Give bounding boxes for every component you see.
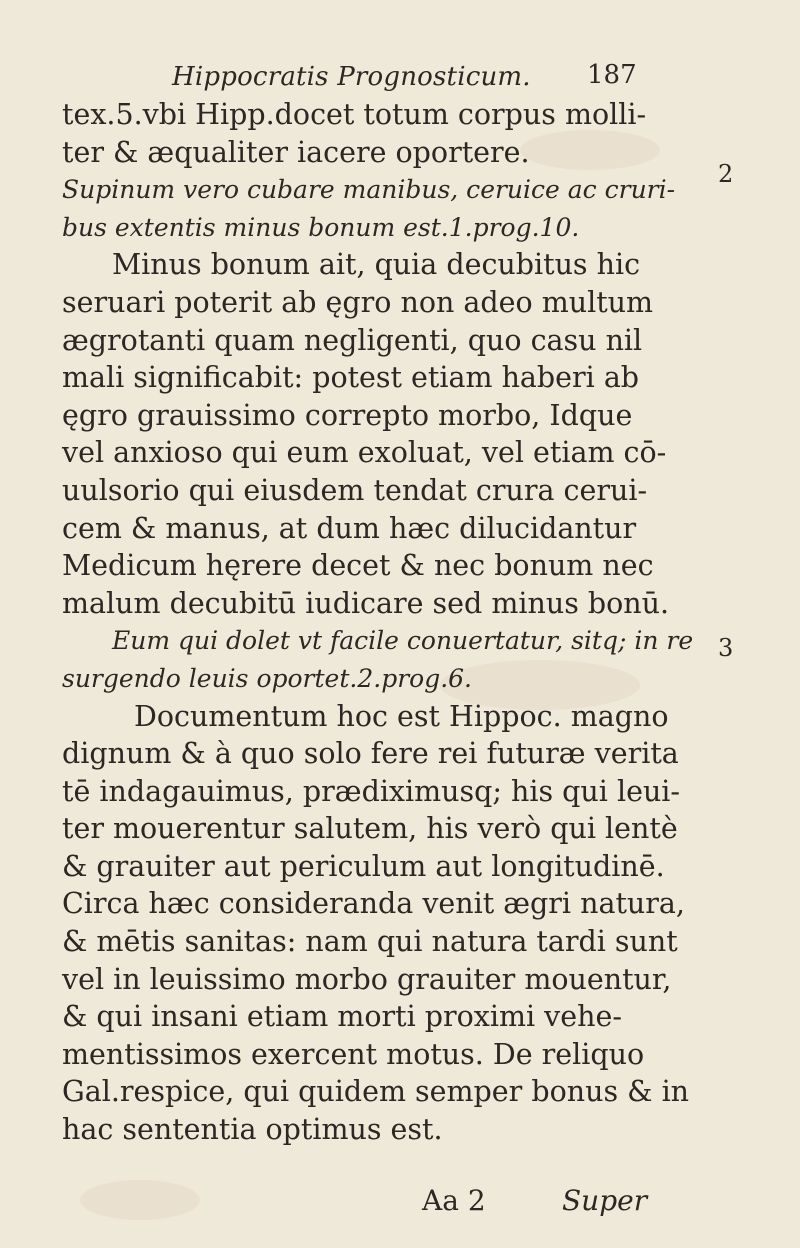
margin-note: 3 <box>718 634 734 662</box>
text-line: tex.5.vbi Hipp.docet totum corpus molli- <box>62 98 647 131</box>
margin-note: 2 <box>718 160 734 188</box>
lemma-line: bus extentis minus bonum est.1.prog.10. <box>62 212 580 242</box>
lemma-line: Eum qui dolet vt facile conuertatur, sitq; in re <box>112 626 694 656</box>
text-line: & grauiter aut periculum aut longitudinē. <box>62 849 665 883</box>
text-line: Circa hæc consideranda venit ægri natura, <box>62 887 685 921</box>
lemma-line: surgendo leuis oportet.2.prog.6. <box>62 663 472 693</box>
running-title: Hippocratis Prognosticum. <box>172 62 531 92</box>
text-line: hac sententia optimus est. <box>62 1113 443 1147</box>
text-line: mentissimos exercent motus. De reliquo <box>62 1037 645 1071</box>
text-line: Minus bonum ait, quia decubitus hic <box>112 248 641 282</box>
text-line: mali significabit: potest etiam haberi ab <box>62 361 640 395</box>
text-line: & qui insani etiam morti proximi vehe- <box>62 1000 622 1034</box>
text-line: malum decubitū iudicare sed minus bonū. <box>62 586 670 620</box>
text-line: ęgro grauissimo correpto morbo, Idque <box>62 398 633 432</box>
running-head <box>62 52 662 96</box>
text-line: Gal.respice, qui quidem semper bonus & in <box>62 1075 690 1109</box>
text-block <box>62 52 694 1149</box>
text-line: uulsorio qui eiusdem tendat crura cerui- <box>62 473 648 507</box>
text-line: dignum & à quo solo fere rei futuræ verita <box>62 737 679 771</box>
page-number: 187 <box>587 60 637 90</box>
text-line: seruari poterit ab ęgro non adeo multum <box>62 285 654 319</box>
text-line: ter & æqualiter iacere oportere. <box>62 135 530 169</box>
text-line: vel in leuissimo morbo grauiter mouentur, <box>62 962 672 996</box>
catchword: Super <box>562 1184 648 1217</box>
text-line: Medicum hęrere decet & nec bonum nec <box>62 549 654 583</box>
text-line: cem & manus, at dum hæc dilucidantur <box>62 511 637 545</box>
text-line: & mētis sanitas: nam qui natura tardi sunt <box>62 925 678 959</box>
lemma-line: Supinum vero cubare manibus, ceruice ac cruri- <box>62 175 676 205</box>
text-line: ægrotanti quam negligenti, quo casu nil <box>62 323 643 357</box>
signature-mark: Aa 2 <box>422 1184 486 1217</box>
page-footer <box>62 1178 662 1218</box>
text-line: Documentum hoc est Hippoc. magno <box>134 699 669 733</box>
text-line: tē indagauimus, prædiximusq; his qui leui- <box>62 774 681 808</box>
text-line: vel anxioso qui eum exoluat, vel etiam cō- <box>62 436 667 470</box>
text-line: ter mouerentur salutem, his verò qui lentè <box>62 812 678 846</box>
